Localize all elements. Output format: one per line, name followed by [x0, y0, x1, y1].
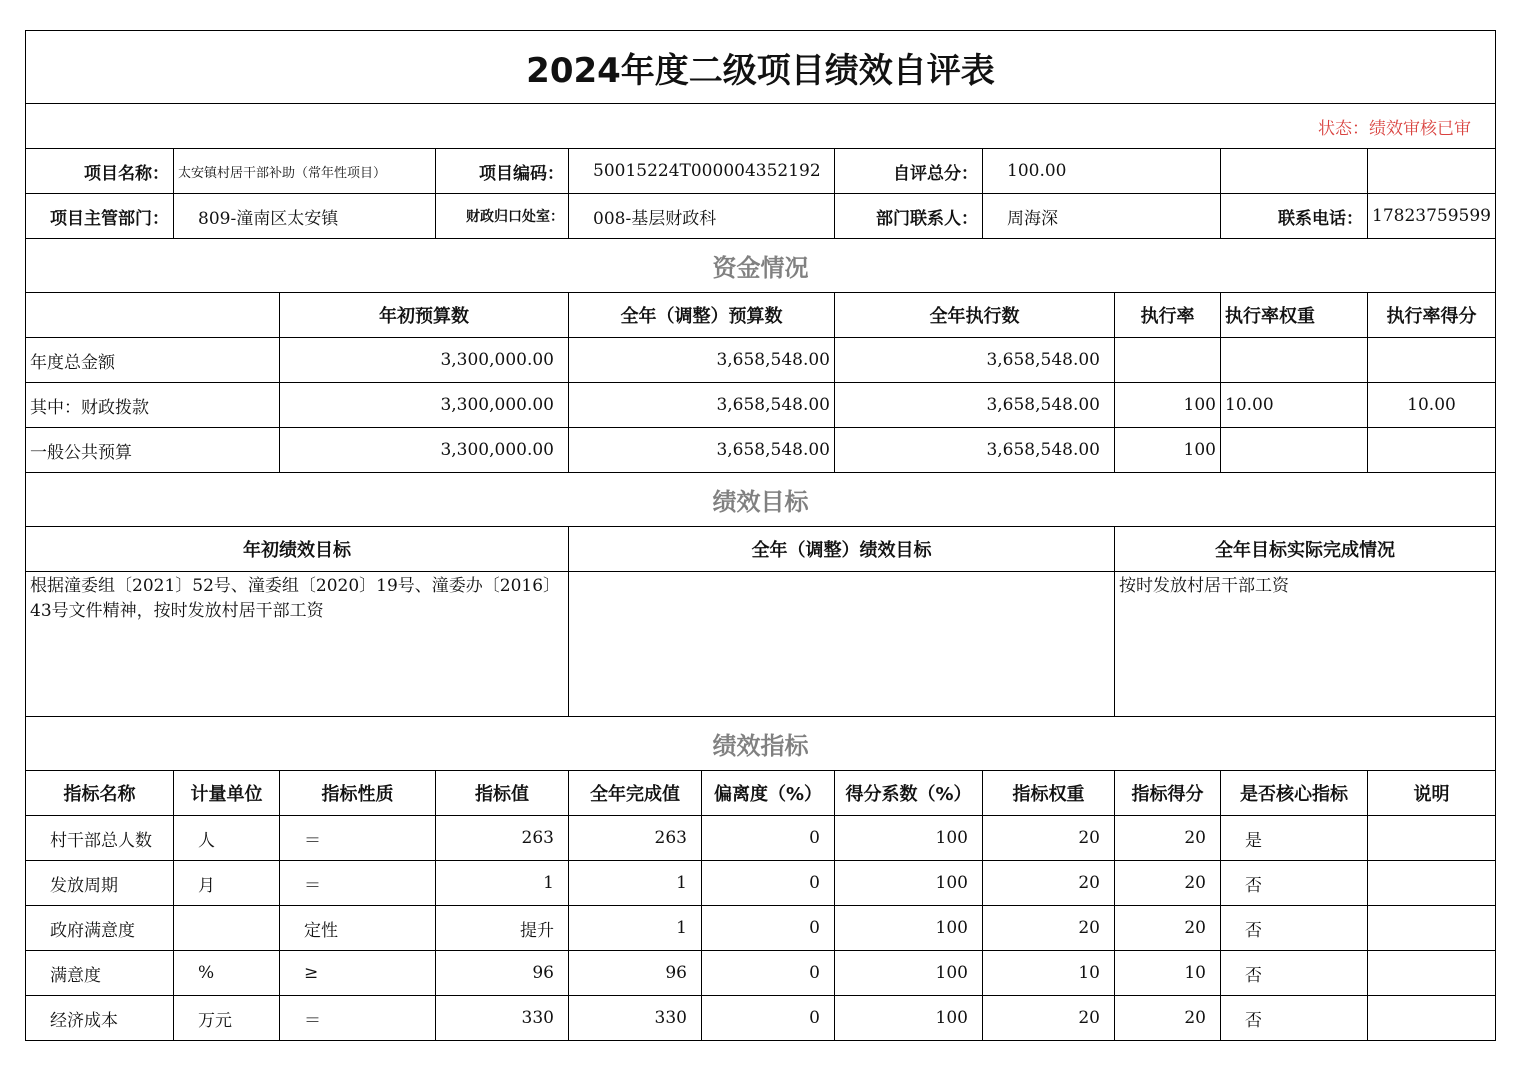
indicator-unit: 人 — [174, 816, 280, 861]
funds-adjusted: 3,658,548.00 — [569, 338, 835, 383]
table-row — [26, 861, 1496, 906]
indicators-section-title: 绩效指标 — [26, 717, 1496, 771]
finance-value: 008-基层财政科 — [569, 194, 835, 239]
indicator-rows — [26, 816, 1496, 1041]
indicator-deviation: 0 — [702, 816, 835, 861]
initial-goal-text: 根据潼委组〔2021〕52号、潼委组〔2020〕19号、潼委办〔2016〕43号文件精神，按时发放村居干部工资 — [26, 572, 569, 717]
funds-header-row — [26, 293, 1496, 338]
table-row — [26, 816, 1496, 861]
project-code-label: 项目编码： — [436, 149, 569, 194]
funds-header: 执行率得分 — [1368, 293, 1496, 338]
indicator-header: 指标得分 — [1115, 771, 1221, 816]
funds-rate: 100 — [1115, 428, 1221, 473]
goals-section-title: 绩效目标 — [26, 473, 1496, 527]
indicator-note — [1368, 816, 1496, 861]
indicator-nature: ＝ — [280, 996, 436, 1041]
indicator-note — [1368, 996, 1496, 1041]
indicator-note — [1368, 861, 1496, 906]
indicator-actual: 1 — [569, 861, 702, 906]
phone-label: 联系电话： — [1221, 194, 1368, 239]
score-label: 自评总分： — [835, 149, 983, 194]
funds-weight — [1221, 338, 1368, 383]
indicator-deviation: 0 — [702, 861, 835, 906]
page-title: 2024年度二级项目绩效自评表 — [26, 31, 1496, 104]
table-row — [26, 338, 1496, 383]
indicator-actual: 1 — [569, 906, 702, 951]
goals-header: 年初绩效目标 — [26, 527, 569, 572]
table-row — [26, 383, 1496, 428]
dept-value: 809-潼南区太安镇 — [174, 194, 436, 239]
info-row-1 — [26, 149, 1496, 194]
funds-rate — [1115, 338, 1221, 383]
status-badge: 状态：绩效审核已审 — [26, 104, 1496, 149]
funds-rate: 100 — [1115, 383, 1221, 428]
indicator-core: 否 — [1221, 951, 1368, 996]
funds-executed: 3,658,548.00 — [835, 338, 1115, 383]
indicator-weight: 20 — [983, 996, 1115, 1041]
indicator-unit: 月 — [174, 861, 280, 906]
indicator-header: 偏离度（%） — [702, 771, 835, 816]
funds-executed: 3,658,548.00 — [835, 428, 1115, 473]
indicator-value: 1 — [436, 861, 569, 906]
finance-label: 财政归口处室： — [436, 194, 569, 239]
funds-initial: 3,300,000.00 — [280, 383, 569, 428]
indicator-nature: 定性 — [280, 906, 436, 951]
indicator-unit: % — [174, 951, 280, 996]
dept-label: 项目主管部门： — [26, 194, 174, 239]
indicator-value: 263 — [436, 816, 569, 861]
goals-header-row — [26, 527, 1496, 572]
indicator-note — [1368, 906, 1496, 951]
indicator-nature: ＝ — [280, 861, 436, 906]
indicator-header: 指标名称 — [26, 771, 174, 816]
indicator-header: 说明 — [1368, 771, 1496, 816]
indicator-note — [1368, 951, 1496, 996]
indicator-coef: 100 — [835, 816, 983, 861]
empty-cell — [26, 293, 280, 338]
indicator-value: 提升 — [436, 906, 569, 951]
contact-label: 部门联系人： — [835, 194, 983, 239]
project-name-value: 太安镇村居干部补助（常年性项目） — [174, 149, 436, 194]
funds-initial: 3,300,000.00 — [280, 428, 569, 473]
indicator-weight: 20 — [983, 861, 1115, 906]
indicator-weight: 20 — [983, 906, 1115, 951]
indicator-header: 指标值 — [436, 771, 569, 816]
indicator-score: 10 — [1115, 951, 1221, 996]
indicator-header: 指标权重 — [983, 771, 1115, 816]
goals-header: 全年目标实际完成情况 — [1115, 527, 1496, 572]
funds-score: 10.00 — [1368, 383, 1496, 428]
funds-header: 年初预算数 — [280, 293, 569, 338]
indicator-deviation: 0 — [702, 996, 835, 1041]
funds-adjusted: 3,658,548.00 — [569, 428, 835, 473]
indicator-actual: 263 — [569, 816, 702, 861]
funds-section-title: 资金情况 — [26, 239, 1496, 293]
indicator-value: 330 — [436, 996, 569, 1041]
goals-content-row — [26, 572, 1496, 717]
funds-row-label: 一般公共预算 — [26, 428, 280, 473]
contact-value: 周海深 — [983, 194, 1221, 239]
indicator-core: 否 — [1221, 861, 1368, 906]
table-row — [26, 996, 1496, 1041]
indicator-deviation: 0 — [702, 906, 835, 951]
table-row — [26, 428, 1496, 473]
funds-initial: 3,300,000.00 — [280, 338, 569, 383]
funds-row-label: 其中：财政拨款 — [26, 383, 280, 428]
funds-executed: 3,658,548.00 — [835, 383, 1115, 428]
funds-weight: 10.00 — [1221, 383, 1368, 428]
goals-header: 全年（调整）绩效目标 — [569, 527, 1115, 572]
funds-weight — [1221, 428, 1368, 473]
indicator-name: 满意度 — [26, 951, 174, 996]
performance-self-evaluation-table — [25, 30, 1496, 1041]
funds-score — [1368, 338, 1496, 383]
indicator-coef: 100 — [835, 996, 983, 1041]
project-name-label: 项目名称： — [26, 149, 174, 194]
indicator-unit: 万元 — [174, 996, 280, 1041]
indicator-core: 是 — [1221, 816, 1368, 861]
indicator-header: 计量单位 — [174, 771, 280, 816]
project-code-value: 50015224T000004352192 — [569, 149, 835, 194]
indicator-actual: 96 — [569, 951, 702, 996]
indicator-name: 发放周期 — [26, 861, 174, 906]
funds-header: 执行率权重 — [1221, 293, 1368, 338]
indicator-header: 是否核心指标 — [1221, 771, 1368, 816]
info-row-2 — [26, 194, 1496, 239]
score-value: 100.00 — [983, 149, 1221, 194]
funds-score — [1368, 428, 1496, 473]
empty-cell — [1221, 149, 1368, 194]
indicator-header: 全年完成值 — [569, 771, 702, 816]
actual-completion-text: 按时发放村居干部工资 — [1115, 572, 1496, 717]
adjusted-goal-text — [569, 572, 1115, 717]
indicator-coef: 100 — [835, 861, 983, 906]
indicator-nature: ＝ — [280, 816, 436, 861]
indicator-value: 96 — [436, 951, 569, 996]
indicator-core: 否 — [1221, 906, 1368, 951]
indicators-header-row — [26, 771, 1496, 816]
indicator-core: 否 — [1221, 996, 1368, 1041]
indicator-coef: 100 — [835, 906, 983, 951]
funds-header: 全年（调整）预算数 — [569, 293, 835, 338]
table-row — [26, 951, 1496, 996]
indicator-unit — [174, 906, 280, 951]
indicator-score: 20 — [1115, 906, 1221, 951]
indicator-deviation: 0 — [702, 951, 835, 996]
indicator-weight: 20 — [983, 816, 1115, 861]
phone-value: 17823759599 — [1368, 194, 1496, 239]
indicator-score: 20 — [1115, 996, 1221, 1041]
indicator-score: 20 — [1115, 816, 1221, 861]
indicator-coef: 100 — [835, 951, 983, 996]
indicator-header: 得分系数（%） — [835, 771, 983, 816]
funds-row-label: 年度总金额 — [26, 338, 280, 383]
indicator-weight: 10 — [983, 951, 1115, 996]
indicator-name: 政府满意度 — [26, 906, 174, 951]
indicator-name: 村干部总人数 — [26, 816, 174, 861]
empty-cell — [1368, 149, 1496, 194]
table-row — [26, 906, 1496, 951]
indicator-header: 指标性质 — [280, 771, 436, 816]
indicator-actual: 330 — [569, 996, 702, 1041]
indicator-score: 20 — [1115, 861, 1221, 906]
indicator-nature: ≥ — [280, 951, 436, 996]
funds-header: 全年执行数 — [835, 293, 1115, 338]
funds-adjusted: 3,658,548.00 — [569, 383, 835, 428]
indicator-name: 经济成本 — [26, 996, 174, 1041]
funds-header: 执行率 — [1115, 293, 1221, 338]
